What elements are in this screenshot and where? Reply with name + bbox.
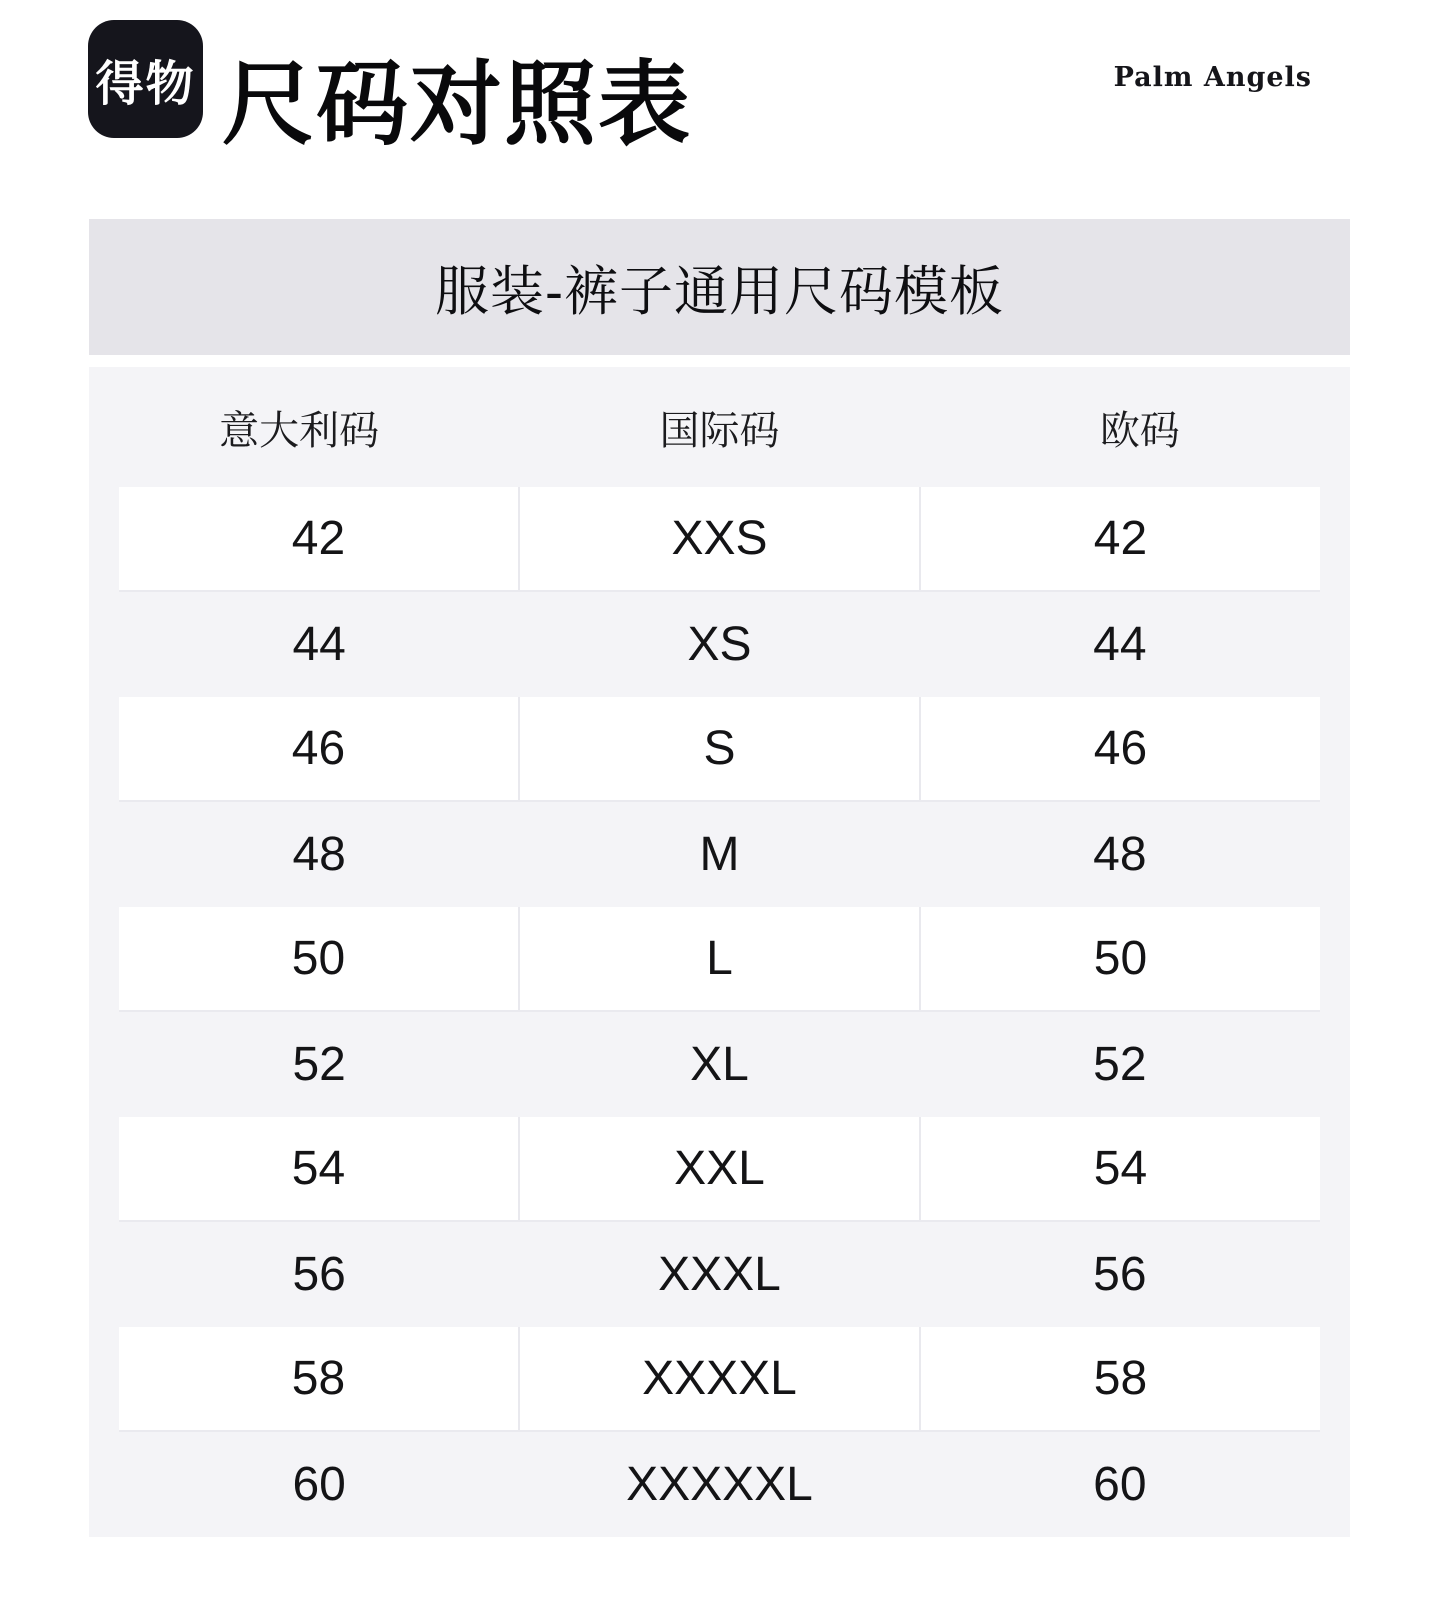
page-title: 尺码对照表 [222,54,693,156]
table-row [119,592,1320,697]
table-cell: 46 [291,722,346,775]
table-body [119,487,1320,1537]
table-cell: 58 [291,1352,346,1405]
table-cell: 58 [919,1327,1320,1430]
table-cell: 52 [1093,1038,1147,1091]
table-cell: 44 [292,618,346,671]
table-cell: 50 [919,907,1320,1010]
table-row [119,802,1320,907]
table-cell: S [518,697,919,800]
table-cell: 48 [292,828,346,881]
table-cell: 60 [1093,1458,1147,1511]
dewu-app-logo [88,20,203,138]
table-cell: XS [687,618,752,671]
table-cell: XXXL [658,1248,781,1301]
table-row [119,1327,1320,1432]
table-row [119,1222,1320,1327]
table-row [119,1432,1320,1537]
dewu-logo-text: 得物 [95,57,196,111]
table-cell: 54 [919,1117,1320,1220]
template-subtitle-bar [89,219,1350,355]
table-header-row [89,367,1350,487]
table-cell: M [699,828,740,881]
column-header-international-size: 国际码 [659,408,780,453]
table-cell: 46 [919,697,1320,800]
table-row [119,1117,1320,1222]
table-cell: 60 [292,1458,346,1511]
template-subtitle-text: 服装-裤子通用尺码模板 [435,261,1004,322]
table-cell: 56 [1093,1248,1147,1301]
table-cell: 52 [292,1038,346,1091]
size-comparison-table [89,367,1350,1537]
table-cell: XXS [518,487,919,590]
table-row [119,1012,1320,1117]
palm-angels-brand-logo: Palm Angels [1113,62,1312,93]
table-cell: 42 [919,487,1320,590]
table-cell: XXXXXL [626,1458,813,1511]
table-row [119,487,1320,592]
table-row [119,697,1320,802]
table-cell: 56 [292,1248,346,1301]
table-cell: 44 [1093,618,1147,671]
table-cell: XL [690,1038,749,1091]
table-cell: 50 [291,932,346,985]
column-header-italian-size: 意大利码 [219,408,380,453]
table-cell: 48 [1093,828,1147,881]
table-cell: L [518,907,919,1010]
table-row [119,907,1320,1012]
column-header-eu-size: 欧码 [1099,408,1180,453]
table-cell: 42 [291,512,346,565]
table-cell: XXL [518,1117,919,1220]
table-cell: 54 [291,1142,346,1195]
table-cell: XXXXL [518,1327,919,1430]
